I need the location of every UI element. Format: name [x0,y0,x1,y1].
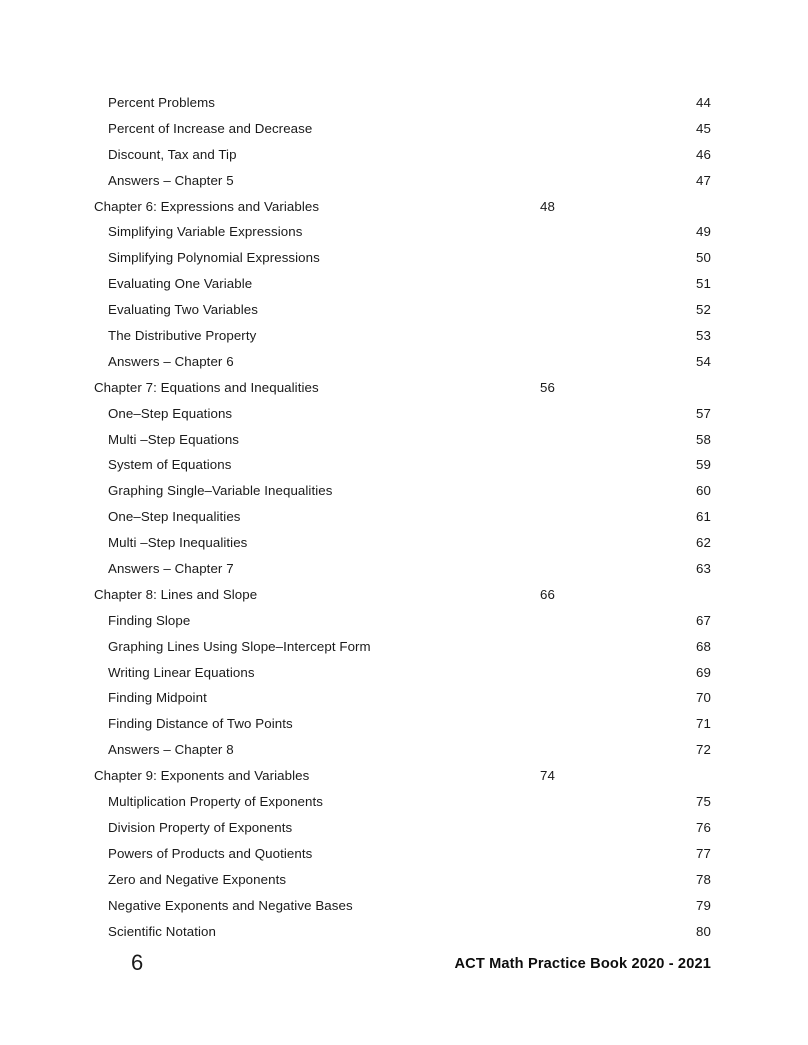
toc-entry-title: Zero and Negative Exponents [108,871,287,887]
toc-entry-title: Answers – Chapter 6 [108,353,234,369]
toc-entry-page-number: 60 [696,483,711,499]
toc-entry-page-number: 78 [696,871,711,887]
toc-entry-title: Scientific Notation [108,923,216,939]
toc-entry-title: Chapter 8: Lines and Slope [94,586,258,602]
toc-entry-page-number: 50 [696,250,711,266]
toc-entry-page-number: 53 [696,328,711,344]
toc-dot-leader [336,482,696,495]
toc-entry-page-number: 76 [696,819,711,835]
toc-dot-leader [238,171,696,184]
toc-dot-leader [297,715,696,728]
toc-dot-leader [353,896,696,909]
toc-dot-leader [290,870,696,883]
toc-entry-row[interactable] [0,789,808,815]
toc-dot-leader [319,197,540,210]
toc-entry-page-number: 80 [696,923,711,939]
toc-entry-title: Powers of Products and Quotients [108,845,313,861]
toc-entry-row[interactable] [0,893,808,919]
toc-dot-leader [292,819,696,832]
toc-dot-leader [239,430,696,443]
toc-chapter-row[interactable] [0,763,808,789]
toc-entry-page-number: 62 [696,535,711,551]
toc-entry-title: Simplifying Polynomial Expressions [108,250,320,266]
toc-entry-row[interactable] [0,634,808,660]
toc-dot-leader [257,586,540,599]
toc-entry-title: System of Equations [108,457,232,473]
toc-entry-page-number: 72 [696,742,711,758]
toc-entry-page-number: 44 [696,95,711,110]
toc-entry-title: Chapter 7: Equations and Inequalities [94,379,319,395]
toc-entry-title: Answers – Chapter 5 [108,172,234,188]
toc-entry-row[interactable] [0,219,808,245]
toc-entry-title: Simplifying Variable Expressions [108,224,303,240]
toc-entry-page-number: 61 [696,509,711,525]
toc-entry-row[interactable] [0,401,808,427]
toc-entry-row[interactable] [0,815,808,841]
toc-dot-leader [255,663,696,676]
toc-entry-page-number: 75 [696,794,711,810]
toc-entry-row[interactable] [0,737,808,763]
toc-dot-leader [302,223,696,236]
toc-entry-title: Percent Problems [108,95,215,110]
toc-entry-row[interactable] [0,349,808,375]
toc-dot-leader [323,793,696,806]
toc-dot-leader [241,508,696,521]
toc-entry-title: Answers – Chapter 8 [108,742,234,758]
toc-entry-row[interactable] [0,142,808,168]
toc-dot-leader [232,404,696,417]
toc-entry-title: Evaluating One Variable [108,276,253,292]
toc-dot-leader [237,145,696,158]
toc-entry-row[interactable] [0,452,808,478]
toc-entry-page-number: 66 [540,586,555,602]
toc-entry-title: Finding Midpoint [108,690,207,706]
toc-entry-page-number: 74 [540,768,555,784]
toc-entry-title: Division Property of Exponents [108,819,293,835]
toc-dot-leader [216,922,696,935]
toc-entry-page-number: 48 [540,198,555,214]
toc-dot-leader [234,741,696,754]
toc-entry-title: Finding Slope [108,612,191,628]
toc-entry-page-number: 69 [696,664,711,680]
toc-dot-leader [258,301,696,314]
toc-entry-page-number: 49 [696,224,711,240]
toc-entry-title: Evaluating Two Variables [108,302,258,318]
toc-entry-page-number: 79 [696,897,711,913]
toc-entry-title: The Distributive Property [108,328,257,344]
toc-entry-page-number: 70 [696,690,711,706]
page-footer [0,948,808,988]
toc-dot-leader [316,120,696,133]
toc-entry-page-number: 52 [696,302,711,318]
toc-entry-row[interactable] [0,90,808,116]
toc-entry-row[interactable] [0,556,808,582]
toc-dot-leader [238,560,696,573]
toc-entry-title: Chapter 9: Exponents and Variables [94,768,310,784]
toc-entry-title: One–Step Inequalities [108,509,241,525]
toc-entry-page-number: 59 [696,457,711,473]
toc-dot-leader [309,767,540,780]
toc-entry-title: Percent of Increase and Decrease [108,120,313,136]
toc-chapter-row[interactable] [0,582,808,608]
toc-entry-row[interactable] [0,608,808,634]
toc-dot-leader [207,689,696,702]
toc-entry-page-number: 68 [696,638,711,654]
toc-entry-page-number: 45 [696,120,711,136]
toc-entry-row[interactable] [0,168,808,194]
toc-dot-leader [231,456,696,469]
toc-entry-page-number: 47 [696,172,711,188]
toc-entry-row[interactable] [0,245,808,271]
toc-dot-leader [323,379,540,392]
toc-entry-page-number: 51 [696,276,711,292]
toc-chapter-row[interactable] [0,194,808,220]
toc-entry-row[interactable] [0,685,808,711]
toc-entry-row[interactable] [0,478,808,504]
toc-entry-row[interactable] [0,711,808,737]
toc-entry-title: Negative Exponents and Negative Bases [108,897,353,913]
toc-dot-leader [215,94,696,107]
toc-dot-leader [375,637,696,650]
footer-page-number: 6 [131,950,144,975]
toc-dot-leader [320,249,696,262]
toc-entry-page-number: 77 [696,845,711,861]
toc-dot-leader [247,534,696,547]
toc-dot-leader [256,327,696,340]
toc-entry-title: Multiplication Property of Exponents [108,794,323,810]
toc-dot-leader [238,353,696,366]
toc-entry-page-number: 58 [696,431,711,447]
toc-entry-page-number: 56 [540,379,555,395]
toc-entry-page-number: 57 [696,405,711,421]
toc-entry-page-number: 54 [696,353,711,369]
table-of-contents-list [0,90,808,944]
toc-chapter-row[interactable] [0,375,808,401]
toc-entry-page-number: 71 [696,716,711,732]
toc-entry-row[interactable] [0,660,808,686]
toc-entry-title: Multi –Step Equations [108,431,240,447]
toc-entry-row[interactable] [0,427,808,453]
toc-entry-row[interactable] [0,504,808,530]
toc-entry-row[interactable] [0,297,808,323]
toc-entry-title: Graphing Single–Variable Inequalities [108,483,333,499]
toc-entry-row[interactable] [0,530,808,556]
toc-entry-title: One–Step Equations [108,405,233,421]
toc-entry-page-number: 67 [696,612,711,628]
toc-dot-leader [190,612,696,625]
toc-entry-row[interactable] [0,841,808,867]
toc-dot-leader [252,275,696,288]
toc-entry-row[interactable] [0,116,808,142]
toc-entry-title: Discount, Tax and Tip [108,146,237,162]
toc-entry-row[interactable] [0,271,808,297]
footer-book-title: ACT Math Practice Book 2020 - 2021 [454,956,711,972]
toc-entry-page-number: 63 [696,561,711,577]
toc-entry-row[interactable] [0,323,808,349]
toc-entry-page-number: 46 [696,146,711,162]
toc-entry-title: Multi –Step Inequalities [108,535,248,551]
toc-entry-title: Answers – Chapter 7 [108,561,234,577]
toc-dot-leader [316,845,696,858]
toc-entry-title: Writing Linear Equations [108,664,255,680]
toc-entry-title: Chapter 6: Expressions and Variables [94,198,320,214]
toc-entry-row[interactable] [0,919,808,945]
toc-entry-title: Finding Distance of Two Points [108,716,293,732]
toc-entry-title: Graphing Lines Using Slope–Intercept Form [108,638,371,654]
toc-entry-row[interactable] [0,867,808,893]
